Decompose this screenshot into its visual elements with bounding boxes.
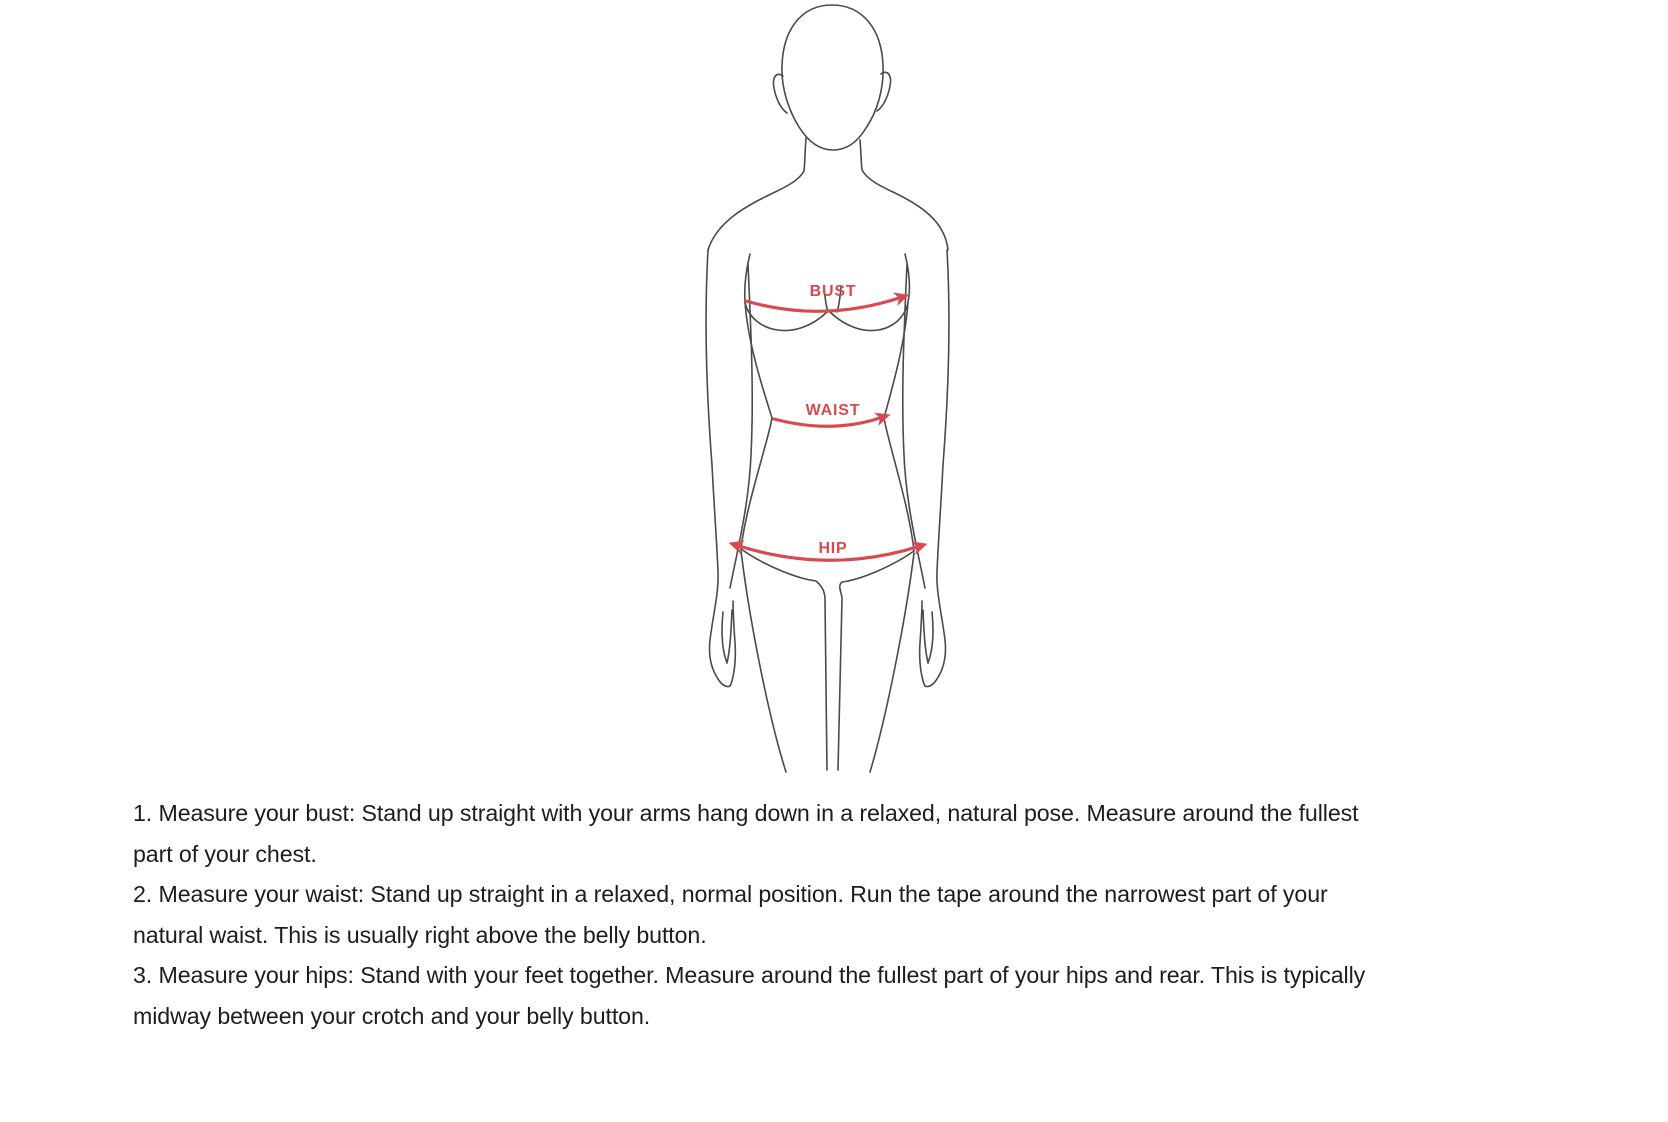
head-outline — [782, 5, 883, 150]
hand-notch-left — [722, 610, 732, 663]
measurement-lines — [739, 298, 917, 560]
hand-notch-right — [923, 610, 933, 663]
instruction-line: midway between your crotch and your belly button. — [133, 1002, 651, 1029]
measurement-instructions — [133, 793, 1365, 1036]
neck-shoulder-left — [708, 138, 806, 250]
bikini-left — [741, 549, 827, 770]
waist-label: WAIST — [805, 402, 861, 419]
hip-label: HIP — [818, 540, 848, 557]
right-ear — [877, 72, 891, 111]
instruction-line: 1. Measure your bust: Stand up straight with your arms hang down in a relaxed, natural pose. Measure around the fullest — [133, 800, 1359, 826]
figure-outline — [706, 5, 949, 772]
instruction-line: part of your chest. — [133, 840, 317, 867]
instruction-line: 3. Measure your hips: Stand with your feet together. Measure around the fullest part of your hips and rear. This is typically — [133, 962, 1366, 988]
bust-label: BUST — [809, 283, 857, 300]
waist-measure-line — [774, 418, 880, 426]
bust-curve-left — [745, 303, 827, 330]
instruction-line: natural waist. This is usually right above the belly button. — [133, 921, 707, 948]
instruction-line: 2. Measure your waist: Stand up straight in a relaxed, normal position. Run the tape around the narrowest part of your — [133, 881, 1328, 907]
body-measurement-diagram — [650, 0, 1000, 790]
inner-arm-right — [903, 264, 925, 588]
leg-right — [870, 553, 914, 772]
bikini-right — [838, 551, 914, 770]
leg-left — [741, 551, 786, 772]
neck-shoulder-right — [860, 140, 948, 250]
